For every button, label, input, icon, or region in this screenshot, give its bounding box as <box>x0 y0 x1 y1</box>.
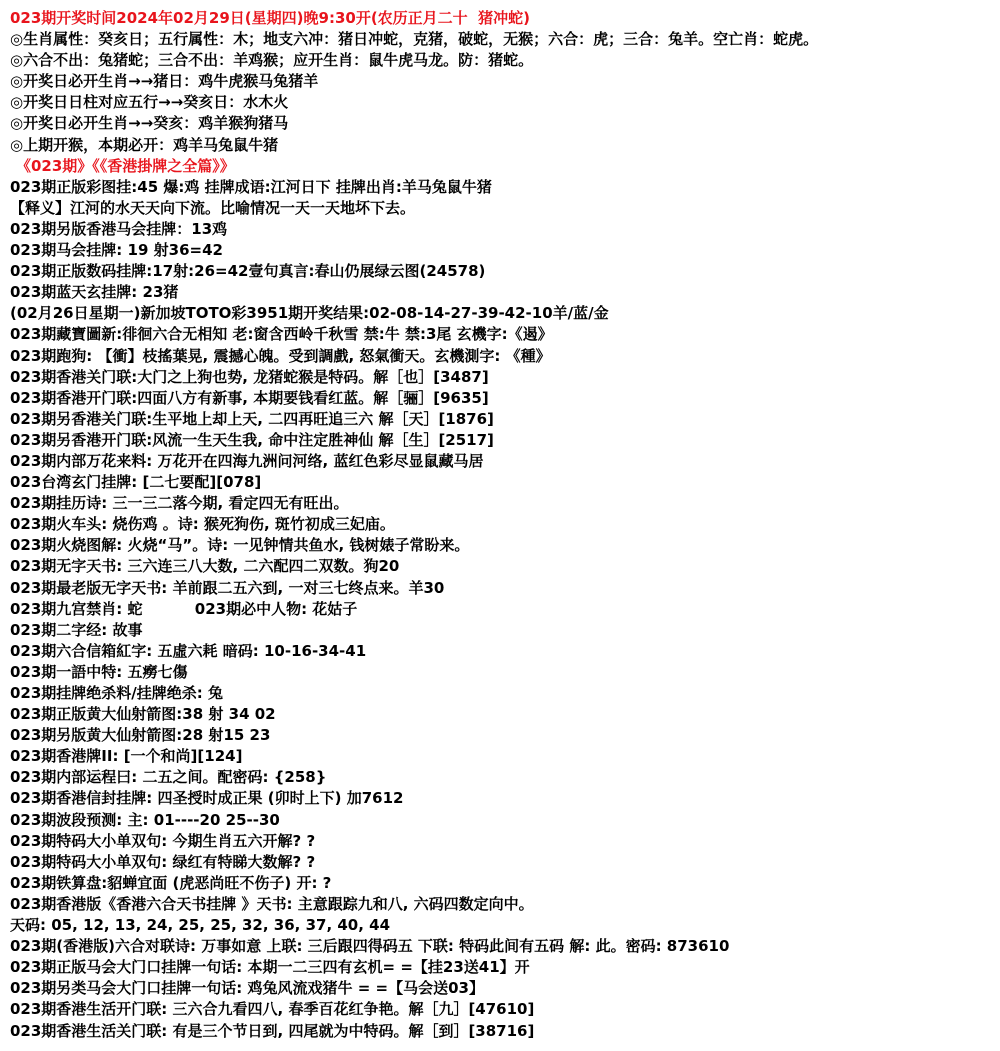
content-line: 023期最老版无字天书: 羊前跟二五六到, 一对三七终点来。羊30 <box>10 578 445 597</box>
content-line: 023台湾玄门挂牌: [二七要配][078] <box>10 473 262 492</box>
content-line: 023期另香港开门联:风流一生天生我, 命中注定胜神仙 解［生］[2517] <box>10 430 494 449</box>
content-line: 023期正版黄大仙射箭图:38 射 34 02 <box>10 705 276 724</box>
content-line: 023期正版数码挂牌:17射:26=42壹句真言:春山仍展绿云图(24578) <box>10 262 486 281</box>
content-line: 023期特码大小单双句: 绿红有特睇大数解? ? <box>10 852 316 871</box>
content-line: 023期(香港版)六合对联诗: 万事如意 上联: 三后跟四得码五 下联: 特码此间有五码 解: 此。密码: 873610 <box>10 937 730 956</box>
content-lines <box>10 177 995 1042</box>
pillar-elements-line: ◎开奖日日柱对应五行→→癸亥日：水木火 <box>10 93 289 112</box>
content-line: 023期另版香港马会挂牌：13鸡 <box>10 219 228 238</box>
content-line: 023期火车头: 烧伤鸡 。诗: 猴死狗伤, 斑竹初成三妃庙。 <box>10 515 395 534</box>
content-line: 023期正版马会大门口挂牌一句话: 本期一二三四有玄机= =【挂23送41】开 <box>10 958 530 977</box>
content-line: 023期波段预测: 主: 01----20 25--30 <box>10 810 280 829</box>
content-line: 023期特码大小单双句: 今期生肖五六开解? ? <box>10 831 316 850</box>
zodiac-attributes-line: ◎生肖属性：癸亥日；五行属性：木；地支六冲：猪日冲蛇，克猪，破蛇，无猴；六合：虎；三合：兔羊。空亡肖：蛇虎。 <box>10 30 819 49</box>
must-zodiac-day-line: ◎开奖日必开生肖→→猪日：鸡牛虎猴马兔猪羊 <box>10 72 319 91</box>
content-line: 023期铁算盘:貂蝉宜面 (虎恶尚旺不伤子) 开: ? <box>10 873 332 892</box>
content-line: 023期内部万花来料: 万花开在四海九洲问河络, 蓝红色彩尽显鼠藏马居 <box>10 451 484 470</box>
content-line: 023期香港版《香港六合天书挂牌 》天书: 主意跟踪九和八, 六码四数定向中。 <box>10 894 534 913</box>
content-line: 023期正版彩图挂:45 爆:鸡 挂牌成语:江河日下 挂牌出肖:羊马兔鼠牛猪 <box>10 177 492 196</box>
content-line: 023期另类马会大门口挂牌一句话: 鸡兔风流戏猪牛 = =【马会送03】 <box>10 979 484 998</box>
content-line: 023期无字天书: 三六连三八大数, 二六配四二双数。狗20 <box>10 557 400 576</box>
content-line: 023期内部运程曰: 二五之间。配密码: {258} <box>10 768 327 787</box>
content-line: 023期香港生活开门联: 三六合九看四八, 春季百花红争艳。解［九］[47610] <box>10 1000 535 1019</box>
content-line: 023期挂历诗: 三一三二落今期, 看定四无有旺出。 <box>10 494 349 513</box>
content-line: (02月26日星期一)新加坡TOTO彩3951期开奖结果:02-08-14-27-39-42-10羊/蓝/金 <box>10 304 609 323</box>
last-period-line: ◎上期开猴，本期必开：鸡羊马兔鼠牛猪 <box>10 135 279 154</box>
content-line: 天码: 05, 12, 13, 24, 25, 25, 32, 36, 37, 40, 44 <box>10 916 391 935</box>
content-line: 023期香港生活关门联: 有是三个节日到, 四尾就为中特码。解［到］[38716] <box>10 1021 535 1040</box>
content-line: 023期马会挂牌: 19 射36=42 <box>10 241 223 260</box>
content-line: 023期另版黄大仙射箭图:28 射15 23 <box>10 726 271 745</box>
content-line: 023期九宫禁肖: 蛇 023期必中人物: 花姑子 <box>10 599 358 618</box>
content-line: 023期香港开门联:四面八方有新事, 本期要钱看红蓝。解［骊］[9635] <box>10 388 489 407</box>
content-line: 023期香港信封挂牌: 四圣授时成正果 (卯时上下) 加7612 <box>10 789 404 808</box>
content-line: 023期香港关门联:大门之上狗也势, 龙猪蛇猴是特码。解［也］[3487] <box>10 367 489 386</box>
content-line: 023期六合信箱紅字: 五虛六耗 暗码: 10-16-34-41 <box>10 641 367 660</box>
document-page <box>10 8 995 1042</box>
content-line: 023期藏寶圖新:徘徊六合无相知 老:窗含西岭千秋雪 禁:牛 禁:3尾 玄機字:《遏》 <box>10 325 553 344</box>
content-line: 023期火烧图解: 火烧“马”。诗: 一见钟情共鱼水, 钱树婊子常盼来。 <box>10 536 470 555</box>
section-title: 《023期》《《香港掛牌之全篇》》 <box>16 156 235 175</box>
content-line: 023期二字经: 故事 <box>10 620 143 639</box>
not-out-line: ◎六合不出：兔猪蛇；三合不出：羊鸡猴；应开生肖：鼠牛虎马龙。防：猪蛇。 <box>10 51 534 70</box>
content-line: 023期另香港关门联:生平地上却上天, 二四再旺追三六 解［天］[1876] <box>10 409 494 428</box>
must-zodiac-guihai-line: ◎开奖日必开生肖→→癸亥：鸡羊猴狗猪马 <box>10 114 289 133</box>
content-line: 023期一語中特: 五癆七傷 <box>10 662 188 681</box>
content-line: 023期跑狗: 【衝】枝搖葉晃, 震撼心魄。受到調戲, 怒氣衝天。玄機測字: 《種》 <box>10 346 551 365</box>
content-line: 023期香港牌II: [一个和尚][124] <box>10 747 243 766</box>
content-line: 023期挂牌绝杀料/挂牌绝杀: 兔 <box>10 684 224 702</box>
content-line: 023期蓝天玄挂牌: 23猪 <box>10 283 179 302</box>
content-line: 【释义】江河的水天天向下流。比喻情况一天一天地坏下去。 <box>10 198 416 217</box>
draw-time-heading: 023期开奖时间2024年02月29日(星期四)晚9:30开(农历正月二十 猪冲蛇) <box>10 9 530 27</box>
